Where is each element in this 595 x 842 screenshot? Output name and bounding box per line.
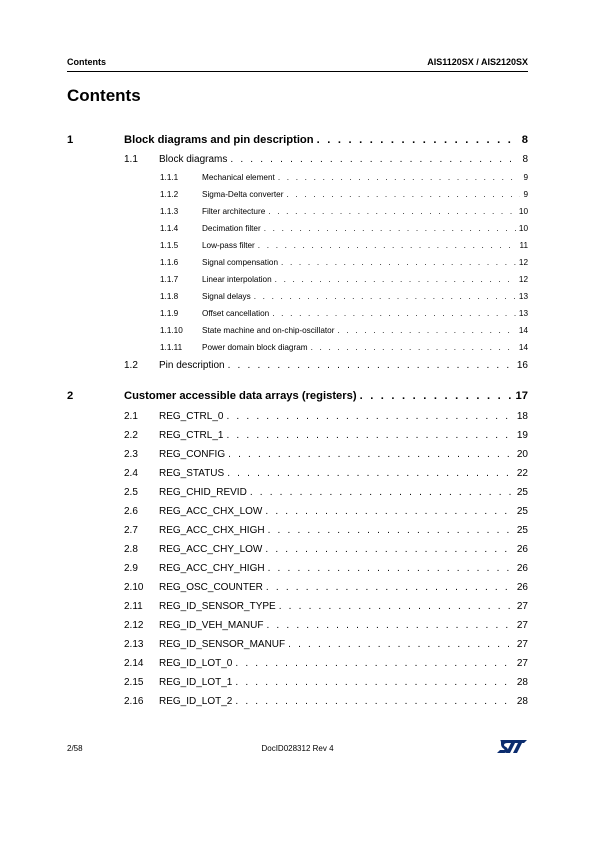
toc-entry-title: Decimation filter	[202, 224, 261, 233]
toc-leader-dots	[268, 525, 514, 536]
toc-entry[interactable]	[67, 582, 528, 593]
toc-entry-page: 27	[516, 658, 528, 669]
toc-entry-number: 1.1.7	[160, 275, 179, 284]
toc-leader-dots	[272, 309, 516, 318]
toc-entry[interactable]	[67, 506, 528, 517]
toc-leader-dots	[317, 134, 519, 146]
toc-entry[interactable]	[67, 309, 528, 318]
toc-entry[interactable]	[67, 207, 528, 216]
toc-leader-dots	[230, 154, 519, 165]
toc-leader-dots	[265, 506, 514, 517]
footer-page-number: 2/58	[67, 744, 83, 753]
toc-entry[interactable]	[67, 544, 528, 555]
toc-entry[interactable]	[67, 525, 528, 536]
toc-leader-dots	[226, 411, 513, 422]
toc-entry-number: 1.1.8	[160, 292, 179, 301]
toc-entry-page: 28	[516, 696, 528, 707]
toc-leader-dots	[235, 677, 514, 688]
toc-entry-number: 1.2	[124, 360, 138, 371]
toc-leader-dots	[266, 582, 514, 593]
toc-entry[interactable]	[67, 677, 528, 688]
toc-entry-number: 2.10	[124, 582, 144, 593]
toc-entry-page: 8	[521, 134, 528, 146]
toc-entry[interactable]	[67, 360, 528, 371]
toc-entry-title: REG_ID_LOT_1	[159, 677, 233, 688]
toc-leader-dots	[265, 544, 514, 555]
toc-entry-number: 1.1.6	[160, 258, 179, 267]
toc-entry[interactable]	[67, 154, 528, 165]
toc-entry-title: Low-pass filter	[202, 241, 255, 250]
toc-entry-page: 12	[518, 275, 528, 284]
toc-entry-number: 1.1.3	[160, 207, 179, 216]
toc-entry-number: 1.1.1	[160, 173, 179, 182]
toc-leader-dots	[227, 468, 514, 479]
toc-entry-page: 20	[516, 449, 528, 460]
toc-entry-number: 1.1	[124, 154, 138, 165]
toc-entry-number: 2.15	[124, 677, 144, 688]
page-title: Contents	[67, 86, 141, 105]
toc-entry-page: 8	[522, 154, 528, 165]
toc-leader-dots	[279, 601, 514, 612]
toc-entry-page: 25	[516, 506, 528, 517]
toc-entry[interactable]	[67, 639, 528, 650]
toc-entry[interactable]	[67, 487, 528, 498]
toc-entry-title: Filter architecture	[202, 207, 266, 216]
toc-entry[interactable]	[67, 224, 528, 233]
toc-entry[interactable]	[67, 241, 528, 250]
toc-entry-page: 11	[519, 241, 528, 250]
toc-entry-title: REG_CTRL_1	[159, 430, 224, 441]
toc-entry-title: REG_CHID_REVID	[159, 487, 247, 498]
toc-entry-number: 2.11	[124, 601, 143, 612]
toc-entry[interactable]	[67, 326, 528, 335]
running-footer	[67, 736, 528, 758]
toc-entry-title: REG_ID_SENSOR_MANUF	[159, 639, 286, 650]
toc-entry-number: 1.1.9	[160, 309, 179, 318]
toc-entry-title: Block diagrams	[159, 154, 228, 165]
st-logo-icon	[496, 738, 528, 754]
toc-entry-page: 26	[516, 582, 528, 593]
toc-entry-page: 27	[516, 639, 528, 650]
header-rule	[67, 71, 528, 72]
toc-entry-page: 25	[516, 525, 528, 536]
toc-leader-dots	[228, 360, 514, 371]
toc-entry-number: 2.8	[124, 544, 138, 555]
toc-entry-number: 2.2	[124, 430, 138, 441]
toc-entry-page: 22	[516, 468, 528, 479]
toc-entry[interactable]	[67, 258, 528, 267]
toc-entry-page: 10	[518, 224, 528, 233]
toc-entry-page: 26	[516, 563, 528, 574]
toc-entry-page: 10	[518, 207, 528, 216]
toc-entry-page: 9	[523, 173, 528, 182]
toc-leader-dots	[268, 563, 514, 574]
toc-entry-title: REG_ID_VEH_MANUF	[159, 620, 264, 631]
toc-entry[interactable]	[67, 275, 528, 284]
toc-entry-page: 28	[516, 677, 528, 688]
toc-entry-number: 2.3	[124, 449, 138, 460]
toc-entry-title: REG_ACC_CHX_HIGH	[159, 525, 265, 536]
toc-entry[interactable]	[67, 601, 528, 612]
header-section-title: Contents	[67, 57, 106, 67]
toc-leader-dots	[286, 190, 520, 199]
toc-entry[interactable]	[67, 449, 528, 460]
toc-entry-title: Linear interpolation	[202, 275, 272, 284]
toc-entry-page: 12	[518, 258, 528, 267]
toc-entry-title: Block diagrams and pin description	[124, 134, 314, 146]
toc-entry-page: 19	[516, 430, 528, 441]
toc-entry-title: REG_CTRL_0	[159, 411, 224, 422]
toc-leader-dots	[360, 390, 513, 402]
toc-entry[interactable]	[67, 468, 528, 479]
toc-entry-title: Offset cancellation	[202, 309, 270, 318]
toc-entry-number: 2.1	[124, 411, 138, 422]
toc-entry-title: State machine and on-chip-oscillator	[202, 326, 335, 335]
toc-entry-number: 1.1.4	[160, 224, 179, 233]
toc-leader-dots	[228, 449, 514, 460]
toc-entry[interactable]	[67, 430, 528, 441]
toc-entry[interactable]	[67, 390, 528, 402]
toc-entry-title: Pin description	[159, 360, 225, 371]
toc-entry-title: Customer accessible data arrays (registers)	[124, 390, 357, 402]
toc-entry-title: Signal delays	[202, 292, 251, 301]
toc-entry-page: 9	[523, 190, 528, 199]
toc-entry-number: 2.13	[124, 639, 144, 650]
toc-entry[interactable]	[67, 696, 528, 707]
toc-entry-title: REG_ID_LOT_2	[159, 696, 233, 707]
toc-leader-dots	[226, 430, 513, 441]
toc-leader-dots	[266, 620, 513, 631]
toc-entry-page: 16	[516, 360, 528, 371]
toc-leader-dots	[235, 696, 514, 707]
toc-entry[interactable]	[67, 620, 528, 631]
toc-entry-page: 14	[518, 343, 528, 352]
toc-entry-page: 18	[516, 411, 528, 422]
toc-entry-page: 25	[516, 487, 528, 498]
toc-entry-page: 27	[516, 620, 528, 631]
toc-entry-number: 2.14	[124, 658, 144, 669]
toc-entry-page: 13	[518, 309, 528, 318]
toc-entry-page: 27	[516, 601, 528, 612]
toc-leader-dots	[268, 207, 516, 216]
toc-entry-title: REG_ID_SENSOR_TYPE	[159, 601, 276, 612]
toc-entry-number: 2.5	[124, 487, 138, 498]
toc-leader-dots	[337, 326, 515, 335]
footer-doc-id: DocID028312 Rev 4	[261, 744, 334, 753]
toc-entry-number: 2.12	[124, 620, 144, 631]
toc-leader-dots	[288, 639, 514, 650]
toc-leader-dots	[278, 173, 521, 182]
toc-leader-dots	[311, 343, 516, 352]
toc-entry-number: 1	[67, 134, 74, 146]
toc-entry-title: REG_OSC_COUNTER	[159, 582, 263, 593]
toc-entry-title: REG_STATUS	[159, 468, 225, 479]
toc-entry-number: 1.1.11	[160, 343, 183, 352]
toc-entry-title: REG_ACC_CHY_HIGH	[159, 563, 265, 574]
toc-entry-number: 2	[67, 390, 74, 402]
running-header	[67, 57, 528, 67]
toc-entry-title: REG_CONFIG	[159, 449, 226, 460]
toc-entry-page: 13	[518, 292, 528, 301]
toc-entry-page: 14	[518, 326, 528, 335]
toc-entry-title: Power domain block diagram	[202, 343, 308, 352]
toc-entry-title: Signal compensation	[202, 258, 279, 267]
toc-leader-dots	[250, 487, 514, 498]
toc-entry[interactable]	[67, 190, 528, 199]
toc-entry-title: Sigma-Delta converter	[202, 190, 284, 199]
toc-entry-title: REG_ACC_CHY_LOW	[159, 544, 263, 555]
toc-entry-number: 2.7	[124, 525, 138, 536]
header-product-name: AIS1120SX / AIS2120SX	[427, 57, 528, 67]
toc-entry[interactable]	[67, 173, 528, 182]
toc-entry-number: 2.9	[124, 563, 138, 574]
toc-entry-number: 2.6	[124, 506, 138, 517]
toc-entry[interactable]	[67, 292, 528, 301]
toc-entry[interactable]	[67, 563, 528, 574]
toc-entry[interactable]	[67, 658, 528, 669]
toc-entry-page: 17	[515, 390, 528, 402]
toc-entry-number: 1.1.2	[160, 190, 179, 199]
toc-entry[interactable]	[67, 134, 528, 146]
toc-leader-dots	[254, 292, 516, 301]
toc-leader-dots	[235, 658, 514, 669]
toc-entry[interactable]	[67, 411, 528, 422]
toc-leader-dots	[281, 258, 516, 267]
toc-entry-number: 2.4	[124, 468, 138, 479]
toc-entry-number: 2.16	[124, 696, 144, 707]
toc-entry-title: REG_ACC_CHX_LOW	[159, 506, 263, 517]
toc-entry-number: 1.1.5	[160, 241, 179, 250]
toc-entry-page: 26	[516, 544, 528, 555]
toc-leader-dots	[258, 241, 517, 250]
toc-entry-title: Mechanical element	[202, 173, 275, 182]
toc-entry-title: REG_ID_LOT_0	[159, 658, 233, 669]
toc-entry[interactable]	[67, 343, 528, 352]
toc-leader-dots	[275, 275, 516, 284]
toc-leader-dots	[264, 224, 516, 233]
toc-entry-number: 1.1.10	[160, 326, 183, 335]
